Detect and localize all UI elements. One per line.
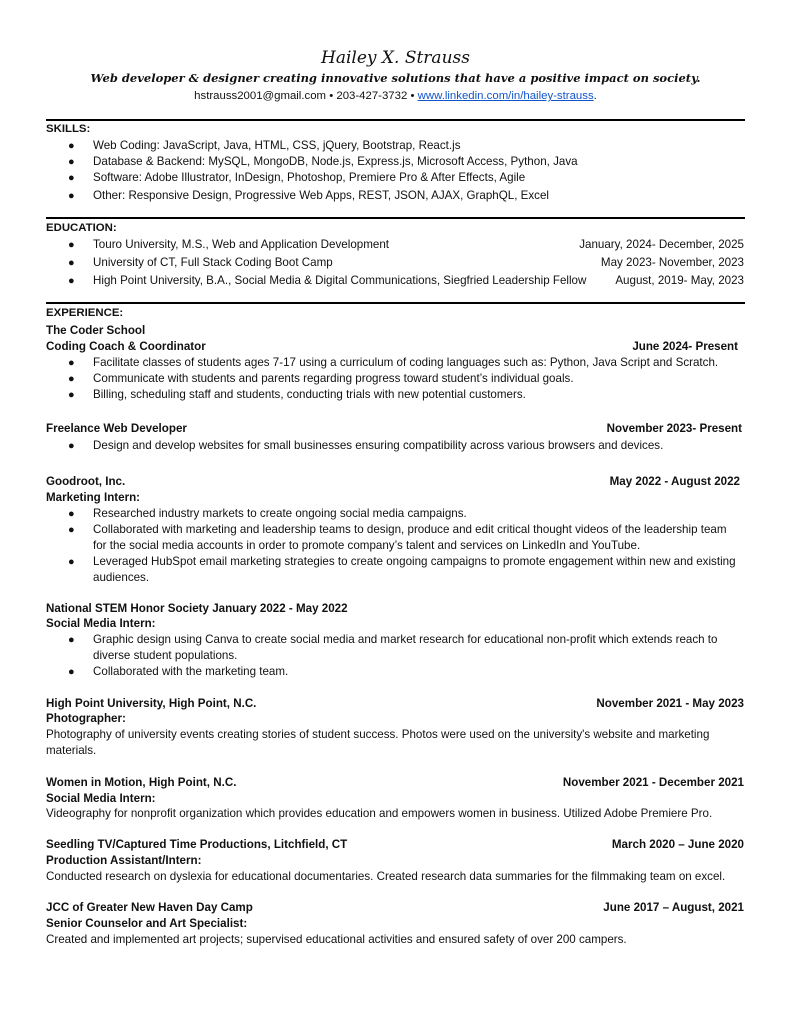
org-name: JCC of Greater New Haven Day Camp June 2017 – August, 2021: [46, 901, 744, 914]
section-divider: [46, 119, 745, 121]
bullet-icon: ●: [68, 524, 75, 536]
education-date: August, 2019- May, 2023: [615, 274, 744, 287]
linkedin-link[interactable]: www.linkedin.com/in/hailey-strauss: [417, 90, 594, 102]
bullet-icon: ●: [68, 257, 75, 269]
job-role: Coding Coach & Coordinator June 2024- Present: [46, 340, 738, 353]
job-date: June 2017 – August, 2021: [603, 901, 744, 914]
org-name: High Point University, High Point, N.C. November 2021 - May 2023: [46, 697, 744, 710]
bullet-icon: ●: [68, 440, 75, 452]
section-divider: [46, 217, 745, 219]
bullet-icon: ●: [68, 373, 75, 385]
skills-heading: SKILLS:: [46, 123, 91, 135]
bullet-icon: ●: [68, 190, 75, 202]
resume-page: Hailey X. Strauss Web developer & designer creating innovative solutions that have a positive impact on society. hstrauss2001@gmail.com • 203-427-3732 • www.linkedin.com/in/hailey-strauss. SKILLS: ● Web Coding: JavaScript, Java, HTML, CSS, jQuery, Bootstrap, React.js ● Database & Backend: MySQL, MongoDB, Node.js, Express.js, Microsoft Access, Python, Java ● Software: Adobe Illustrator, InDesign, Photoshop, Premiere Pro & After Effects, Agile ● Other: Responsive Design, Progressive Web Apps, REST, JSON, AJAX, GraphQL, Excel EDUCATION: ● Touro University, M.S., Web and Application Development January, 2024- December, 2025 ● University of CT, Full Stack Coding Boot Camp May 2023- November, 2023 ● High Point University, B.A., Social Media & Digital Communications, Siegfried Leadership Fellow August, 2019- May, 2023 EXPERIENCE: The Coder School Coding Coach & Coordinator June 2024- Present ● Facilitate classes of students ages 7-17 using a curriculum of coding languages such as: Python, Java Script and Scratch. ● Communicate with students and parents regarding progress toward student’s individual goals. ● Billing, scheduling staff and students, conducting trials with new potential customers. Freelance Web Developer November 2023- Present ● Design and develop websites for small businesses ensuring compatibility across various browsers and devices. Goodroot, Inc. May 2022 - August 2022 Marketing Intern: ● Researched industry markets to create ongoing social media campaigns. ● Collaborated with marketing and leadership teams to design, produce and edit critical thought videos of the leadership team for the social media accounts in order to promote company’s talent and services on LinkedIn and YouTube. ● Leveraged HubSpot email marketing strategies to create ongoing campaigns to promote engagement within new and existing audiences. National STEM Honor Society January 2022 - May 2022 Social Media Intern: ● Graphic design using Canva to create social media and market research for educational non-profit which extends reach to diverse student populations. ● Collaborated with the marketing team. High Point University, High Point, N.C. November 2021 - May 2023 Photographer: Photography of university events creating stories of student success. Photos were used on the university's website and marketing materials. Women in Motion, High Point, N.C. November 2021 - December 2021 Social Media Intern: Videography for nonprofit organization which provides education and empowers women in business. Utilized Adobe Premiere Pro. Seedling TV/Captured Time Productions, Litchfield, CT March 2020 – June 2020 Production Assistant/Intern: Conducted research on dyslexia for educational documentaries. Created research data summaries for the filmmaking team on excel. JCC of Greater New Haven Day Camp June 2017 – August, 2021 Senior Counselor and Art Specialist: Created and implemented art projects; supervised educational activities and ensured safety of over 200 campers.: [0, 0, 791, 1024]
org-name: National STEM Honor Society January 2022 - May 2022: [46, 602, 348, 615]
job-role: Marketing Intern:: [46, 491, 141, 504]
phone-text: 203-427-3732: [336, 90, 408, 102]
bullet-icon: ●: [68, 666, 75, 678]
experience-heading: EXPERIENCE:: [46, 307, 124, 319]
bullet-icon: ●: [68, 275, 75, 287]
bullet-icon: ●: [68, 508, 75, 520]
job-date: June 2024- Present: [632, 340, 738, 353]
job-role: Social Media Intern:: [46, 792, 156, 805]
bullet-icon: ●: [68, 556, 75, 568]
education-date: May 2023- November, 2023: [600, 256, 744, 269]
job-description: Photography of university events creating stories of student success. Photos were used on the university's website and marketing materials.: [46, 728, 710, 757]
bullet-icon: ●: [68, 389, 75, 401]
resume-name: Hailey X. Strauss: [321, 48, 470, 68]
job-date: November 2021 - May 2023: [596, 697, 744, 710]
bullet-icon: ●: [68, 172, 75, 184]
org-name: Women in Motion, High Point, N.C. November 2021 - December 2021: [46, 776, 744, 789]
bullet-icon: ●: [68, 357, 75, 369]
job-date: May 2022 - August 2022: [609, 475, 740, 488]
job-role: Freelance Web Developer November 2023- Present: [46, 422, 742, 435]
org-name: The Coder School: [46, 324, 146, 337]
job-description: Conducted research on dyslexia for educational documentaries. Created research data summaries for the filmmaking team on excel.: [46, 870, 726, 883]
resume-tagline: Web developer & designer creating innovative solutions that have a positive impact on society.: [90, 71, 701, 85]
job-date: November 2021 - December 2021: [562, 776, 744, 789]
job-description: Created and implemented art projects; supervised educational activities and ensured safety of over 200 campers.: [46, 933, 627, 946]
job-date: November 2023- Present: [606, 422, 742, 435]
education-heading: EDUCATION:: [46, 222, 117, 234]
education-date: January, 2024- December, 2025: [579, 238, 744, 251]
job-description: Videography for nonprofit organization which provides education and empowers women in business. Utilized Adobe Premiere Pro.: [46, 807, 713, 820]
email-text: hstrauss2001@gmail.com: [194, 90, 327, 102]
org-name: Seedling TV/Captured Time Productions, Litchfield, CT March 2020 – June 2020: [46, 838, 744, 851]
org-name: Goodroot, Inc. May 2022 - August 2022: [46, 475, 740, 488]
bullet-icon: ●: [68, 634, 75, 646]
job-role: Senior Counselor and Art Specialist:: [46, 917, 248, 930]
section-divider: [46, 302, 745, 304]
bullet-icon: ●: [68, 239, 75, 251]
bullet-icon: ●: [68, 140, 75, 152]
job-role: Photographer:: [46, 712, 126, 725]
bullet-icon: ●: [68, 156, 75, 168]
contact-line: hstrauss2001@gmail.com • 203-427-3732 • www.linkedin.com/in/hailey-strauss.: [194, 90, 597, 102]
job-date: March 2020 – June 2020: [611, 838, 744, 851]
job-role: Production Assistant/Intern:: [46, 854, 202, 867]
separator: •: [410, 90, 415, 102]
job-role: Social Media Intern:: [46, 617, 156, 630]
separator: •: [329, 90, 334, 102]
